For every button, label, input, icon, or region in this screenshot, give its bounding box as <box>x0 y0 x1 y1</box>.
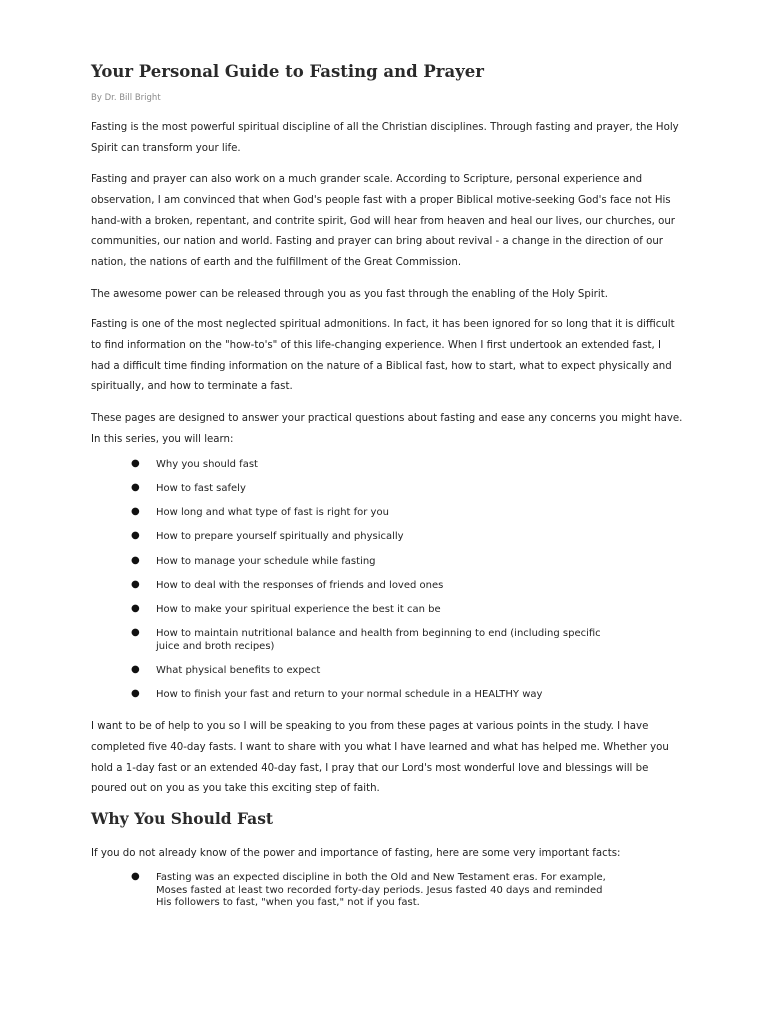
bullet-icon: ● <box>131 579 140 590</box>
paragraph-awesome-power: The awesome power can be released through you as you fast through the enabling of the Holy Spirit. <box>91 289 608 300</box>
paragraph-closing: I want to be of help to you so I will be speaking to you from these pages at various points in the study. I have completed five 40-day fasts. I want to share with you what I have learned and what has helped me. Whether you hold a 1-day fast or an extended 40-day fast, I pray that our Lord's most wonderful love and blessings will be poured out on you as you take this exciting step of faith. <box>91 721 669 795</box>
byline: By Dr. Bill Bright <box>91 93 161 103</box>
bullet-icon: ● <box>131 603 140 614</box>
bullet-icon: ● <box>131 688 140 699</box>
paragraph-section-intro: If you do not already know of the power and importance of fasting, here are some very important facts: <box>91 848 621 859</box>
paragraph-grander-scale: Fasting and prayer can also work on a much grander scale. According to Scripture, personal experience and observation, I am convinced that when God's people fast with a proper Biblical motive-seeking God's face not His hand-with a broken, repentant, and contrite spirit, God will hear from heaven and heal our lives, our churches, our communities, our nation and world. Fasting and prayer can bring about revival - a change in the direction of our nation, the nations of earth and the fulfillment of the Great Commission. <box>91 174 675 269</box>
page-title: Your Personal Guide to Fasting and Prayer <box>91 62 484 81</box>
bullet-icon: ● <box>131 555 140 566</box>
paragraph-these-pages: These pages are designed to answer your practical questions about fasting and ease any concerns you might have. In this series, you will learn: <box>91 413 683 445</box>
bullet-icon: ● <box>131 506 140 517</box>
bullet-icon: ● <box>131 530 140 541</box>
bullet-icon: ● <box>131 871 140 882</box>
bullet-icon: ● <box>131 458 140 469</box>
bullet-icon: ● <box>131 664 140 675</box>
paragraph-intro: Fasting is the most powerful spiritual discipline of all the Christian disciplines. Through fasting and prayer, the Holy Spirit can transform your life. <box>91 122 679 154</box>
paragraph-neglected: Fasting is one of the most neglected spiritual admonitions. In fact, it has been ignored for so long that it is difficult to find information on the "how-to's" of this life-changing experience. When I first undertook an extended fast, I had a difficult time finding information on the nature of a Biblical fast, how to start, what to expect physically and spiritually, and how to terminate a fast. <box>91 319 675 393</box>
bullet-icon: ● <box>131 482 140 493</box>
section-heading-why-fast: Why You Should Fast <box>91 809 274 828</box>
bullet-icon: ● <box>131 627 140 638</box>
